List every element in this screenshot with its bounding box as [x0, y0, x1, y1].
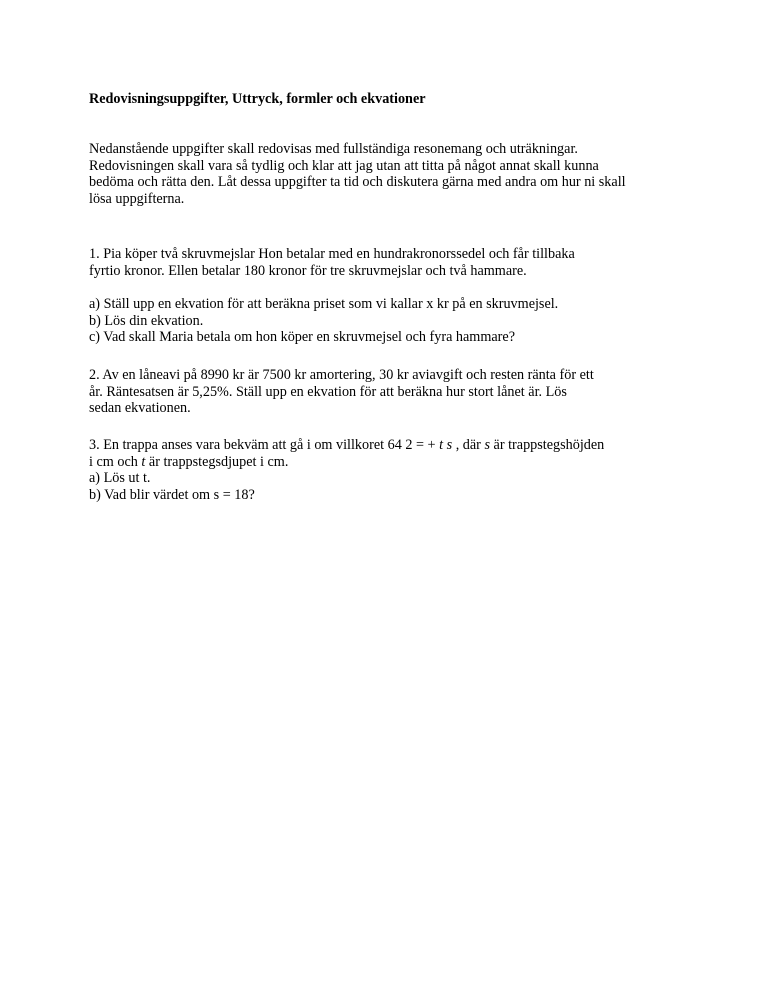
question-1-line: fyrtio kronor. Ellen betalar 180 kronor för tre skruvmejslar och två hammare.	[89, 262, 527, 279]
intro-line: Redovisningen skall vara så tydlig och klar att jag utan att titta på något annat skall kunna	[89, 157, 599, 174]
variable-s: s	[446, 437, 453, 453]
variable-t: t	[141, 453, 146, 470]
question-3	[89, 437, 604, 504]
question-1	[89, 246, 575, 279]
question-2-line: 2. Av en låneavi på 8990 kr är 7500 kr amortering, 30 kr aviavgift och resten ränta för ett	[89, 367, 594, 383]
question-1-parts	[89, 296, 558, 346]
question-1-line: 1. Pia köper två skruvmejslar Hon betalar med en hundrakronorssedel och får tillbaka	[89, 246, 575, 262]
question-3-text: är trappstegsdjupet i cm.	[145, 453, 289, 470]
question-2-line: sedan ekvationen.	[89, 400, 191, 417]
question-2	[89, 367, 594, 417]
intro-line: lösa uppgifterna.	[89, 191, 185, 208]
question-3-text: 3. En trappa anses vara bekväm att gå i om villkoret 64 2 = +	[89, 437, 440, 453]
question-3-line-1	[89, 437, 604, 454]
intro-paragraph	[89, 141, 626, 208]
question-3-text: , där	[452, 437, 485, 453]
question-3-part-b: b) Vad blir värdet om s = 18?	[89, 487, 255, 504]
variable-s: s	[484, 437, 490, 453]
question-1-part-c: c) Vad skall Maria betala om hon köper en skruvmejsel och fyra hammare?	[89, 329, 515, 346]
question-3-text: i cm och	[89, 453, 142, 470]
variable-t: t	[439, 437, 444, 453]
question-3-part-a: a) Lös ut t.	[89, 470, 151, 487]
intro-line: bedöma och rätta den. Låt dessa uppgifter ta tid och diskutera gärna med andra om hur ni skall	[89, 174, 626, 191]
question-3-line-2	[89, 454, 604, 471]
question-1-part-a: a) Ställ upp en ekvation för att beräkna priset som vi kallar x kr på en skruvmejsel.	[89, 296, 559, 312]
document-title: Redovisningsuppgifter, Uttryck, formler och ekvationer	[89, 91, 426, 107]
question-1-part-b: b) Lös din ekvation.	[89, 312, 204, 329]
intro-line: Nedanstående uppgifter skall redovisas med fullständiga resonemang och uträkningar.	[89, 141, 578, 157]
question-3-text: är trappstegshöjden	[489, 437, 605, 453]
question-2-line: år. Räntesatsen är 5,25%. Ställ upp en ekvation för att beräkna hur stort lånet är. Lös	[89, 383, 567, 400]
